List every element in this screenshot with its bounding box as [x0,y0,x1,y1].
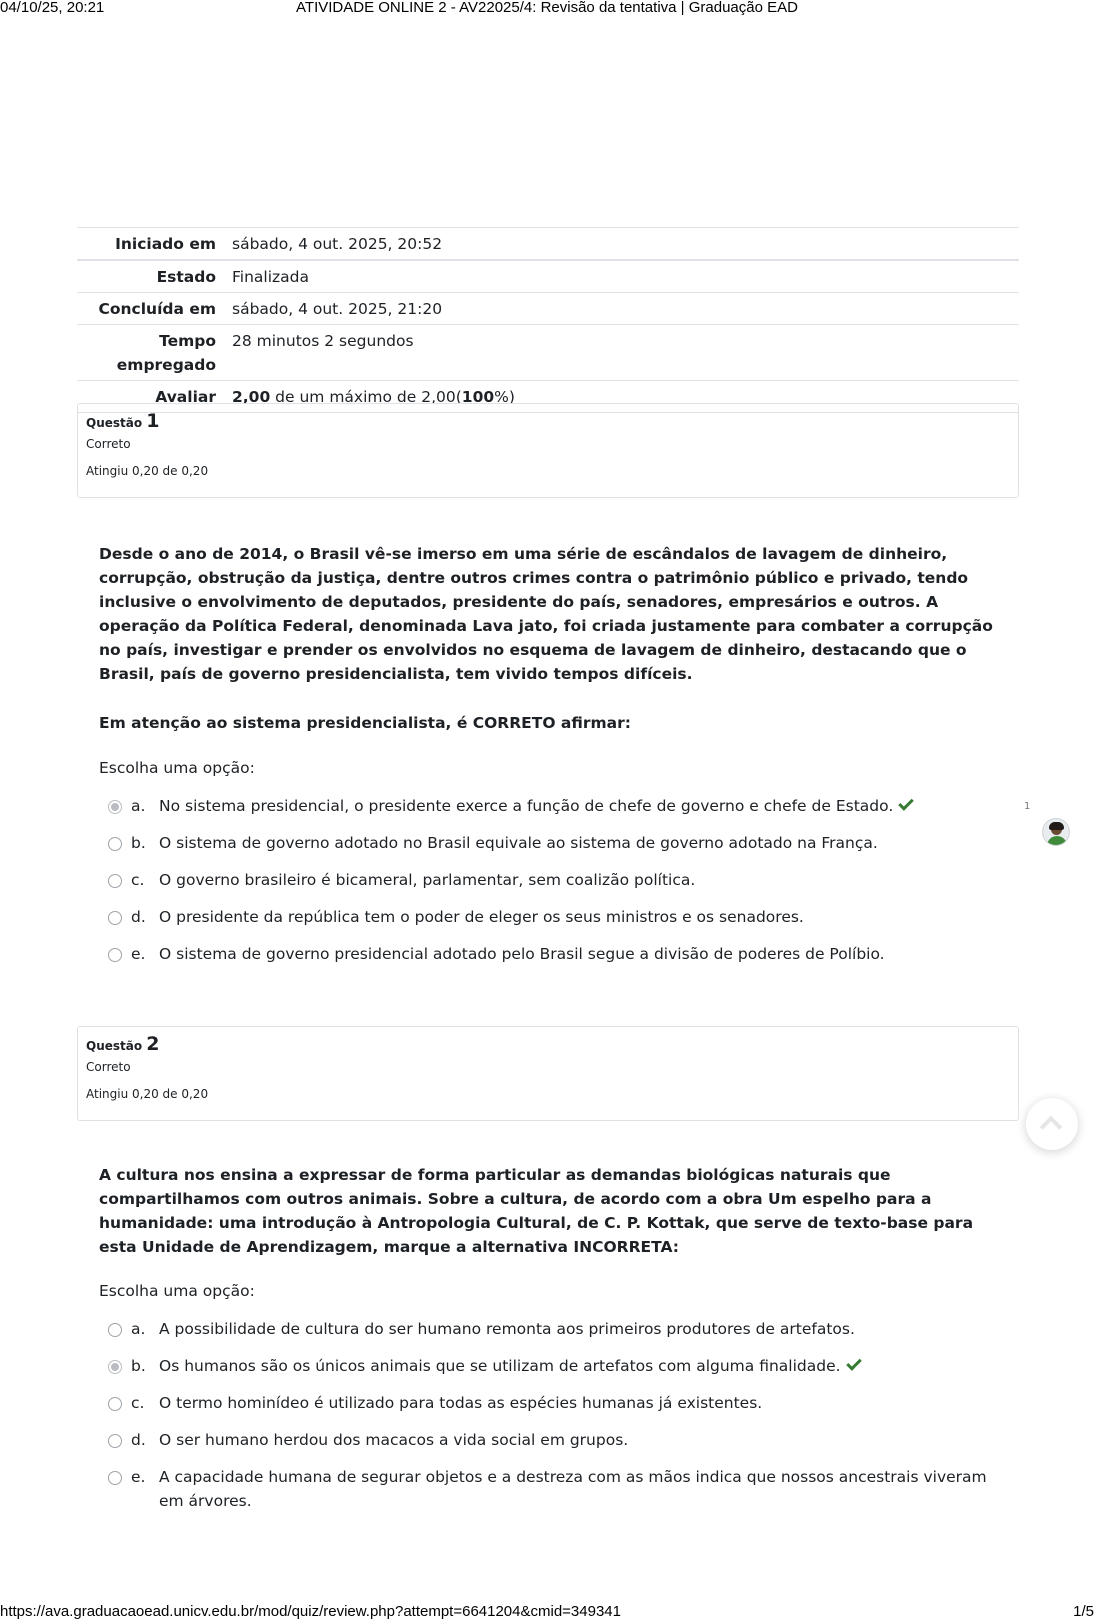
summary-label: Estado [156,268,216,286]
question-label: Questão [86,1039,143,1053]
answer-text: O presidente da república tem o poder de eleger os seus ministros e os senadores. [159,908,804,926]
answer-option-e[interactable] [108,1465,988,1513]
answer-letter: c. [131,1394,145,1412]
radio-icon[interactable] [108,911,122,925]
answer-letter: c. [131,871,145,889]
question-grade: Atingiu 0,20 de 0,20 [86,1087,209,1101]
question-1-answers [108,794,988,979]
print-header [0,0,1094,18]
question-number [86,410,1010,436]
print-footer [0,1603,1094,1623]
radio-icon[interactable] [108,948,122,962]
radio-icon[interactable] [108,1397,122,1411]
summary-row-time [77,325,1019,381]
answer-text: A capacidade humana de segurar objetos e a destreza com as mãos indica que nossos ancestrais viveram em árvores. [159,1468,987,1510]
answer-option-d[interactable] [108,905,988,929]
answer-letter: d. [131,1431,146,1449]
summary-value: sábado, 4 out. 2025, 21:20 [232,300,443,318]
answer-letter: b. [131,834,146,852]
answer-letter: e. [131,1468,146,1486]
summary-value: 28 minutos 2 segundos [232,332,414,350]
answer-text: O governo brasileiro é bicameral, parlamentar, sem coalizão política. [159,871,696,889]
answer-letter: a. [131,797,146,815]
answer-option-a[interactable] [108,1317,988,1341]
question-2-answers [108,1317,988,1526]
print-page-title: ATIVIDADE ONLINE 2 - AV22025/4: Revisão da tentativa | Graduação EAD [296,0,798,16]
question-1-text-statement: Em atenção ao sistema presidencialista, é CORRETO afirmar: [99,714,631,732]
answer-text: O sistema de governo presidencial adotado pelo Brasil segue a divisão de poderes de Políbio. [159,945,885,963]
summary-label: Concluída em [98,300,216,318]
question-label: Questão [86,416,143,430]
grade-max: de um máximo de 2,00( [270,388,462,406]
question-1-text: Desde o ano de 2014, o Brasil vê-se imerso em uma série de escândalos de lavagem de dinheiro, corrupção, obstrução da justiça, dentre outros crimes contra o patrimônio público e privado, tendo inclusive o envolvimento de deputados, presidente do país, senadores, empresários e outros. A operação da Política Federal, denominada Lava jato, foi criada justamente para combater a corrupção no país, investigar e prender os envolvidos no esquema de lavagem de dinheiro, destacando que o Brasil, país de governo presidencialista, tem vivido tempos difíceis. [99,545,993,683]
avatar-icon[interactable] [1042,818,1070,846]
answer-letter: a. [131,1320,146,1338]
answer-option-b[interactable] [108,1354,988,1378]
question-number-value: 1 [146,410,160,432]
answer-text: No sistema presidencial, o presidente exerce a função de chefe de governo e chefe de Estado. [159,797,894,815]
scroll-to-top-button[interactable] [1026,1098,1078,1150]
summary-row-started [77,228,1019,261]
answer-letter: d. [131,908,146,926]
answer-text: A possibilidade de cultura do ser humano remonta aos primeiros produtores de artefatos. [159,1320,855,1338]
radio-icon[interactable] [108,1471,122,1485]
answer-text: O sistema de governo adotado no Brasil equivale ao sistema de governo adotado na França. [159,834,878,852]
grade-score: 2,00 [232,388,271,406]
chevron-up-icon [1040,1116,1063,1139]
question-2-prompt: Escolha uma opção: [99,1282,255,1300]
radio-selected-icon[interactable] [108,1360,122,1374]
side-badge-number: 1 [1024,801,1031,812]
answer-option-b[interactable] [108,831,988,855]
correct-check-icon [846,1355,862,1371]
answer-option-c[interactable] [108,1391,988,1415]
radio-icon[interactable] [108,1323,122,1337]
question-grade: Atingiu 0,20 de 0,20 [86,464,209,478]
answer-option-a[interactable] [108,794,988,818]
radio-selected-icon[interactable] [108,800,122,814]
answer-option-d[interactable] [108,1428,988,1452]
grade-percent-sign: %) [494,388,515,406]
radio-icon[interactable] [108,874,122,888]
answer-text-wrap [159,794,988,818]
question-2-info [77,1026,1019,1121]
answer-letter: b. [131,1357,146,1375]
answer-text: O ser humano herdou dos macacos a vida social em grupos. [159,1431,629,1449]
summary-value: Finalizada [232,268,310,286]
summary-row-state [77,261,1019,293]
radio-icon[interactable] [108,1434,122,1448]
question-number-value: 2 [146,1033,160,1055]
summary-value: sábado, 4 out. 2025, 20:52 [232,235,443,253]
answer-text-wrap [159,1354,988,1378]
question-number [86,1033,1010,1059]
question-2-text: A cultura nos ensina a expressar de forma particular as demandas biológicas naturais que compartilhamos com outros animais. Sobre a cultura, de acordo com a obra Um espelho para a humanidade: uma introdução à Antropologia Cultural, de C. P. Kottak, que serve de texto-base para esta Unidade de Aprendizagem, marque a alternativa INCORRETA: [99,1166,974,1256]
print-page-number: 1/5 [1073,1603,1094,1620]
avatar-body-shape [1047,836,1067,846]
correct-check-icon [898,795,914,811]
grade-percent: 100 [461,388,495,406]
radio-icon[interactable] [108,837,122,851]
question-state: Correto [86,437,131,451]
question-state: Correto [86,1060,131,1074]
print-url: https://ava.graduacaoead.unicv.edu.br/mod/quiz/review.php?attempt=6641204&cmid=349341 [0,1603,621,1620]
summary-row-completed [77,293,1019,325]
summary-label: Iniciado em [115,235,216,253]
print-datetime: 04/10/25, 20:21 [0,0,105,16]
attempt-summary-table [77,227,1019,413]
answer-option-c[interactable] [108,868,988,892]
answer-text: O termo hominídeo é utilizado para todas as espécies humanas já existentes. [159,1394,763,1412]
summary-label: Avaliar [155,388,216,406]
answer-option-e[interactable] [108,942,988,966]
question-1-info [77,403,1019,498]
question-1-prompt: Escolha uma opção: [99,759,255,777]
answer-letter: e. [131,945,146,963]
answer-text: Os humanos são os únicos animais que se utilizam de artefatos com alguma finalidade. [159,1357,841,1375]
summary-label: Tempo empregado [116,332,216,374]
avatar-hair-shape [1049,822,1064,830]
